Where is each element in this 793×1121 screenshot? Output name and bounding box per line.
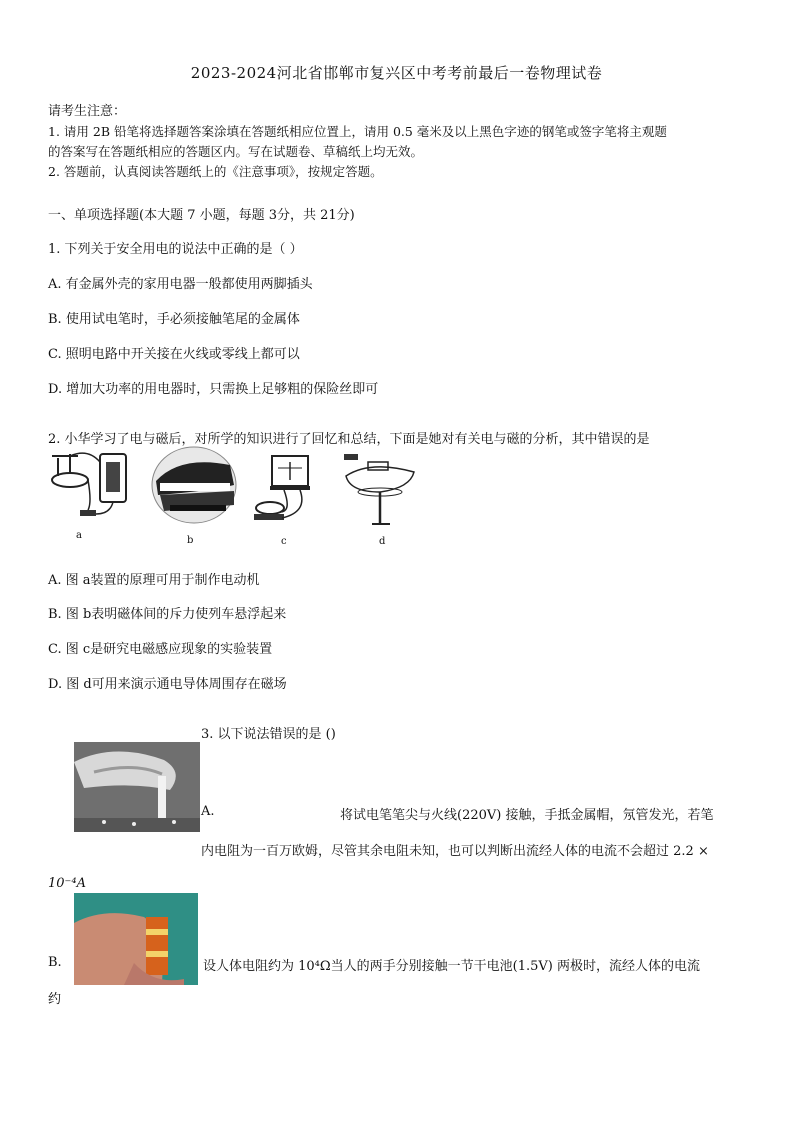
figure-a-caption: a [76,530,82,541]
figure-b-maglev-train [150,445,238,525]
notice-heading: 请考生注意： [48,104,127,119]
figure-a-circuit [48,448,133,528]
q2-option-c: C. 图 c是研究电磁感应现象的实验装置 [48,642,273,657]
notice-line-2: 2. 答题前，认真阅读答题纸上的《注意事项》，按规定答题。 [48,164,383,179]
test-pen-photo [74,742,200,832]
q3-option-b-label: B. [48,955,62,970]
q2-stem: 2. 小华学习了电与磁后，对所学的知识进行了回忆和总结，下面是她对有关电与磁的分析，其中错误的是 [48,432,650,447]
page-title: 2023-2024河北省邯郸市复兴区中考考前最后一卷物理试卷 [190,64,603,82]
figure-c-galvanometer [252,452,317,532]
q3-option-a-label: A. [201,804,215,819]
q1-option-d: D. 增加大功率的用电器时，只需换上足够粗的保险丝即可 [48,382,379,397]
q3-option-b-text: 设人体电阻约为 10⁴Ω当人的两手分别接触一节干电池(1.5V) 两极时，流经人体的电流 [203,959,701,974]
q1-stem: 1. 下列关于安全用电的说法中正确的是（ ） [48,242,303,257]
q2-option-a: A. 图 a装置的原理可用于制作电动机 [48,573,260,588]
q2-option-b: B. 图 b表明磁体间的斥力使列车悬浮起来 [48,607,287,622]
q2-option-d: D. 图 d可用来演示通电导体周围存在磁场 [48,677,287,692]
q1-option-b: B. 使用试电笔时，手必须接触笔尾的金属体 [48,312,300,327]
q3-option-a-text-3: 10⁻⁴A [48,876,87,891]
q3-stem: 3. 以下说法错误的是 () [201,727,336,742]
notice-line-1: 1. 请用 2B 铅笔将选择题答案涂填在答题纸相应位置上，请用 0.5 毫米及以上黑色字迹的钢笔或签字笔将主观题 [48,124,667,139]
figure-d-wire-compass [340,452,425,532]
q1-option-c: C. 照明电路中开关接在火线或零线上都可以 [48,347,300,362]
q1-option-a: A. 有金属外壳的家用电器一般都使用两脚插头 [48,277,313,292]
figure-b-caption: b [187,535,194,546]
section-heading: 一、单项选择题(本大题 7 小题，每题 3分，共 21分) [48,208,355,223]
figure-d-caption: d [379,536,386,547]
q3-option-b-text-2: 约 [48,992,62,1007]
q3-option-a-text: 将试电笔笔尖与火线(220V) 接触，手抵金属帽，氖管发光，若笔 [340,808,714,823]
notice-line-1b: 的答案写在答题纸相应的答题区内。写在试题卷、草稿纸上均无效。 [48,144,424,159]
battery-photo [74,893,198,985]
figure-c-caption: c [281,536,287,547]
q3-option-a-text-2: 内电阻为一百万欧姆，尽管其余电阻未知，也可以判断出流经人体的电流不会超过 2.2 × [201,844,709,859]
